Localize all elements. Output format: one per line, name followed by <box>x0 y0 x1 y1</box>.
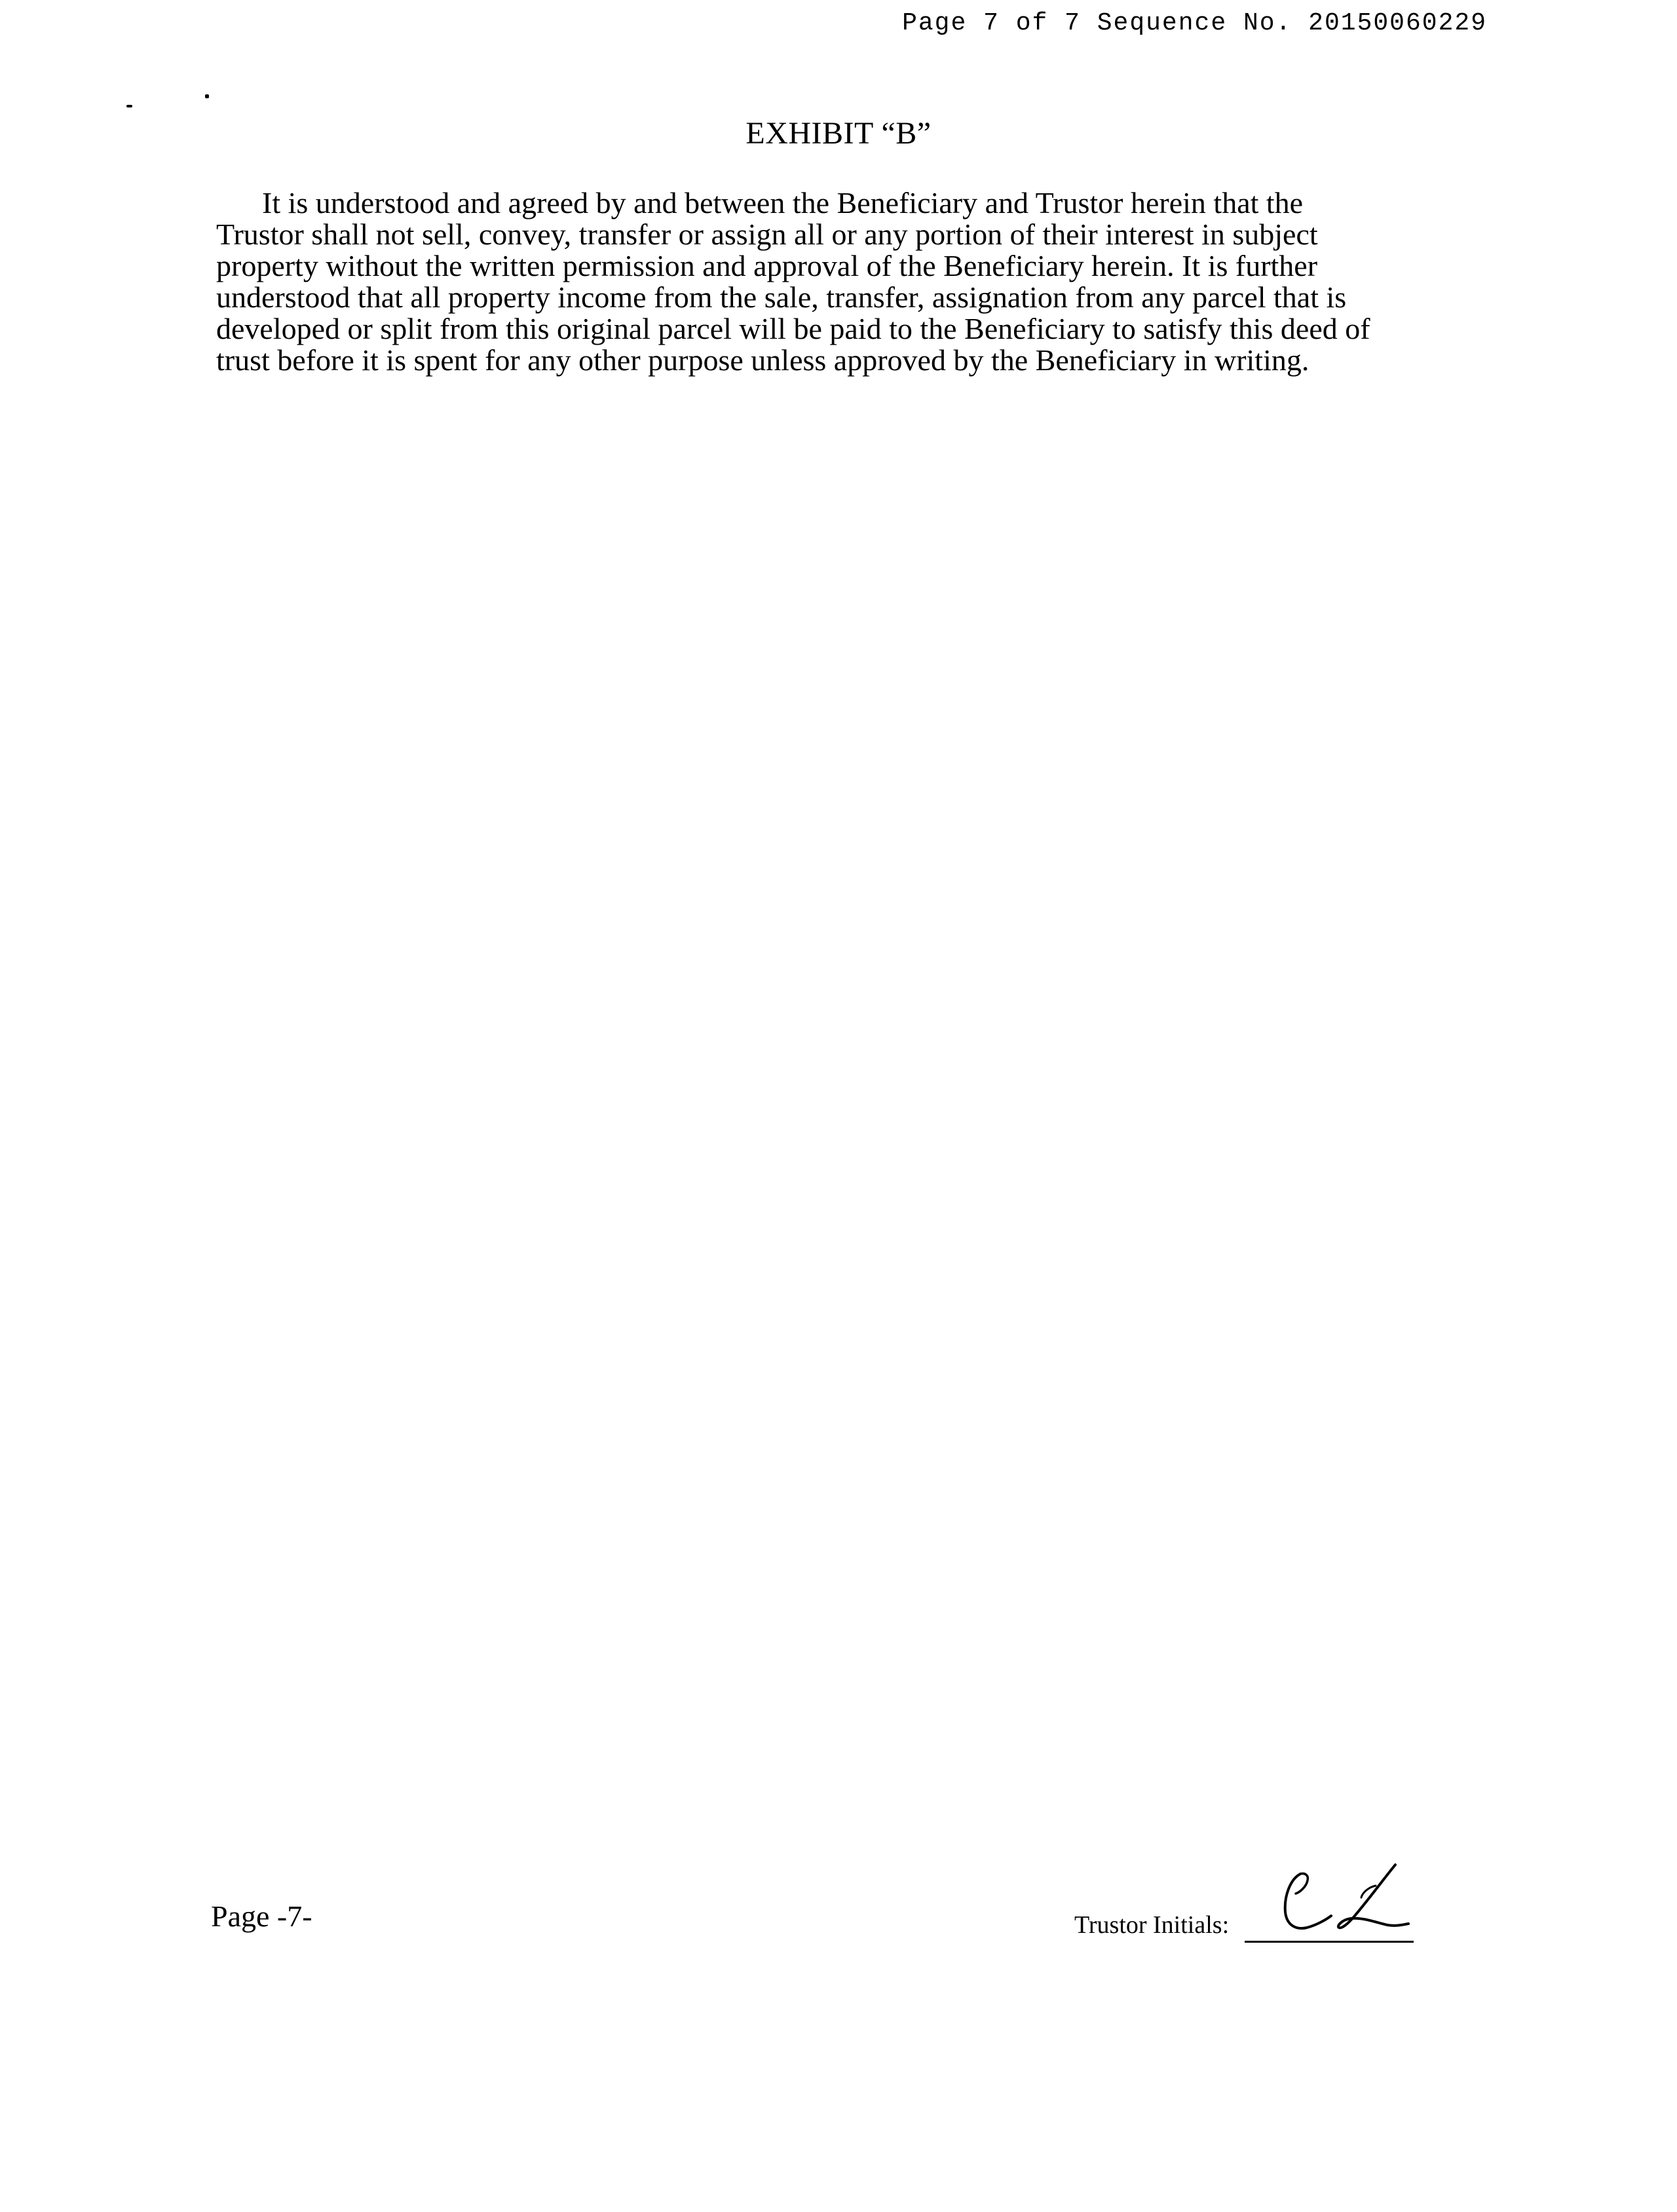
scan-mark-left <box>126 105 132 107</box>
paragraph-line: property without the written permission and approval of the Beneficiary herein. It is further <box>216 249 1318 282</box>
exhibit-title: EXHIBIT “B” <box>745 116 932 151</box>
paragraph-line: Trustor shall not sell, convey, transfer or assign all or any portion of their interest in subject <box>216 218 1318 251</box>
trustor-initials-label: Trustor Initials: <box>1074 1911 1230 1939</box>
handwritten-initials-signature <box>1271 1859 1415 1945</box>
scan-mark-right <box>205 94 209 98</box>
paragraph-line: trust before it is spent for any other purpose unless approved by the Beneficiary in writing. <box>216 343 1310 377</box>
exhibit-paragraph <box>216 187 1448 376</box>
trustor-initials-block <box>1074 1859 1415 1945</box>
paragraph-line: understood that all property income from the sale, transfer, assignation from any parcel that is <box>216 280 1347 314</box>
sequence-header: Page 7 of 7 Sequence No. 20150060229 <box>902 9 1487 37</box>
paragraph-line: It is understood and agreed by and between the Beneficiary and Trustor herein that the <box>262 186 1304 219</box>
page-number: Page -7- <box>211 1899 312 1933</box>
paragraph-line: developed or split from this original parcel will be paid to the Beneficiary to satisfy this deed of <box>216 312 1370 345</box>
